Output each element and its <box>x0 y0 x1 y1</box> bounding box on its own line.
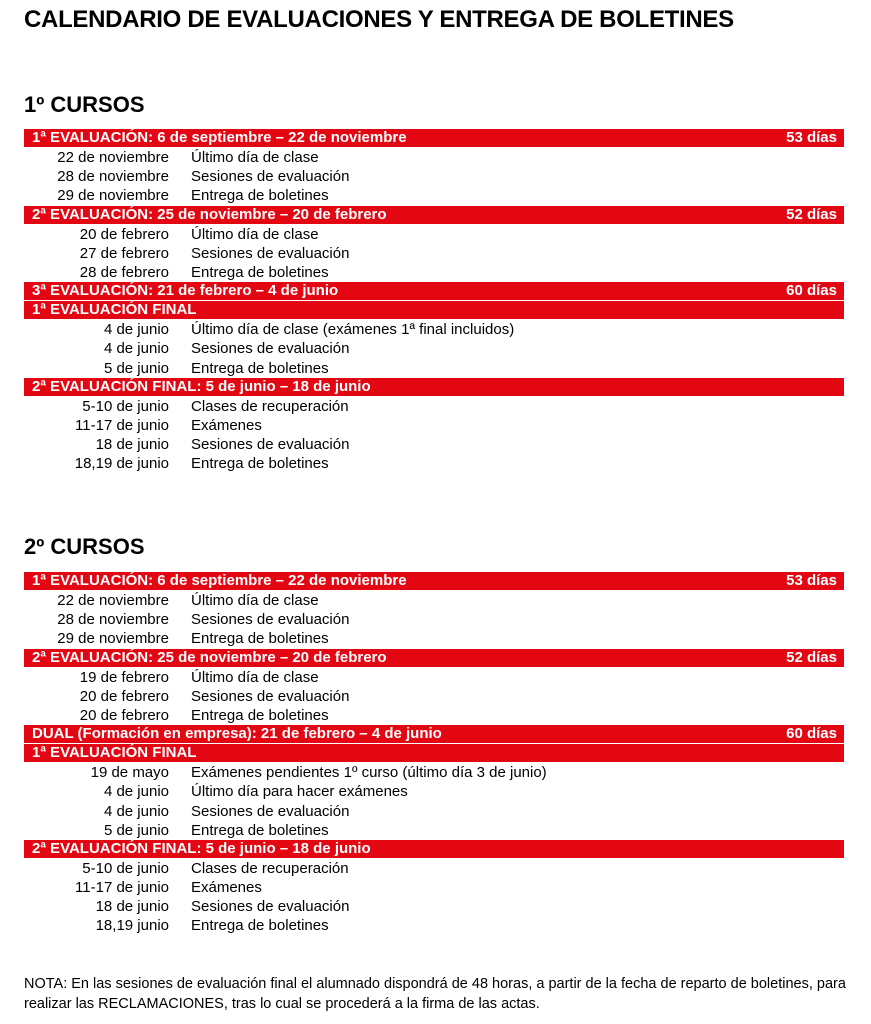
schedule-date: 29 de noviembre <box>57 187 169 205</box>
schedule-description: Sesiones de evaluación <box>191 687 350 705</box>
schedule-date: 5-10 de junio <box>82 397 169 415</box>
evaluation-days: 53 días <box>786 129 837 146</box>
evaluation-period: 2ª EVALUACIÓN FINAL: 5 de junio – 18 de junio <box>32 377 371 395</box>
evaluation-header <box>24 282 844 300</box>
evaluation-days: 52 días <box>786 648 837 666</box>
evaluation-period: DUAL (Formación en empresa): 21 de febrero – 4 de junio <box>32 725 442 743</box>
evaluation-header <box>24 725 844 743</box>
schedule-row <box>24 244 844 263</box>
schedule-row <box>24 225 844 244</box>
schedule-date: 22 de noviembre <box>57 149 169 166</box>
schedule-description: Último día de clase <box>191 225 319 243</box>
schedule-row <box>24 610 844 629</box>
schedule-row <box>24 687 844 706</box>
schedule-date: 18,19 de junio <box>74 455 169 473</box>
schedule-row <box>24 763 844 782</box>
schedule-date: 5-10 de junio <box>82 859 169 877</box>
schedule-row <box>24 802 844 821</box>
schedule-date: 4 de junio <box>103 802 169 820</box>
schedule-date: 18,19 junio <box>95 917 169 935</box>
schedule-row <box>24 339 844 358</box>
schedule-description: Entrega de boletines <box>191 359 329 377</box>
schedule-row <box>24 359 844 378</box>
schedule-description: Clases de recuperación <box>191 859 349 877</box>
schedule-date: 20 de febrero <box>79 706 169 724</box>
schedule-row <box>24 782 844 801</box>
evaluation-period: 2ª EVALUACIÓN FINAL: 5 de junio – 18 de junio <box>32 839 371 857</box>
schedule-date: 19 de mayo <box>90 764 169 782</box>
schedule-row <box>24 167 844 186</box>
page-title: CALENDARIO DE EVALUACIONES Y ENTREGA DE BOLETINES <box>24 6 734 33</box>
section-title-2-cursos: 2º CURSOS <box>24 534 145 559</box>
schedule-row <box>24 320 844 339</box>
evaluation-period: 1ª EVALUACIÓN FINAL <box>32 744 197 762</box>
evaluation-list-1-cursos <box>24 129 844 473</box>
schedule-description: Último día de clase (exámenes 1ª final incluidos) <box>191 321 515 339</box>
schedule-row <box>24 416 844 435</box>
schedule-row <box>24 916 844 935</box>
schedule-row <box>24 263 844 282</box>
evaluation-header <box>24 301 844 319</box>
evaluation-period: 2ª EVALUACIÓN: 25 de noviembre – 20 de febrero <box>32 205 387 223</box>
schedule-row <box>24 435 844 454</box>
schedule-date: 5 de junio <box>103 359 169 377</box>
schedule-description: Sesiones de evaluación <box>191 802 350 820</box>
schedule-date: 28 de febrero <box>79 263 169 281</box>
schedule-description: Entrega de boletines <box>191 263 329 281</box>
schedule-row <box>24 591 844 610</box>
evaluation-header <box>24 572 844 590</box>
evaluation-days: 60 días <box>786 282 837 300</box>
schedule-row <box>24 878 844 897</box>
schedule-description: Sesiones de evaluación <box>191 611 350 629</box>
evaluation-period: 1ª EVALUACIÓN: 6 de septiembre – 22 de noviembre <box>32 572 407 589</box>
schedule-row <box>24 397 844 416</box>
evaluation-period: 1ª EVALUACIÓN: 6 de septiembre – 22 de noviembre <box>32 129 407 146</box>
schedule-row <box>24 668 844 687</box>
schedule-date: 5 de junio <box>103 821 169 839</box>
evaluation-list-2-cursos <box>24 572 844 936</box>
schedule-row <box>24 186 844 205</box>
schedule-description: Exámenes <box>191 416 262 434</box>
evaluation-period: 1ª EVALUACIÓN FINAL <box>32 301 197 319</box>
evaluation-header <box>24 129 844 147</box>
schedule-date: 28 de noviembre <box>57 611 169 629</box>
schedule-date: 11-17 de junio <box>75 879 169 897</box>
schedule-date: 18 de junio <box>95 898 169 916</box>
schedule-date: 20 de febrero <box>79 687 169 705</box>
schedule-date: 22 de noviembre <box>57 592 169 609</box>
evaluation-header <box>24 206 844 224</box>
schedule-description: Último día de clase <box>191 149 319 166</box>
schedule-description: Entrega de boletines <box>191 917 329 935</box>
schedule-date: 18 de junio <box>95 436 169 454</box>
schedule-date: 4 de junio <box>103 783 169 801</box>
schedule-date: 20 de febrero <box>79 225 169 243</box>
evaluation-days: 53 días <box>786 572 837 589</box>
schedule-date: 4 de junio <box>103 340 169 358</box>
schedule-description: Entrega de boletines <box>191 706 329 724</box>
schedule-row <box>24 629 844 648</box>
schedule-description: Sesiones de evaluación <box>191 244 350 262</box>
schedule-description: Clases de recuperación <box>191 397 349 415</box>
schedule-date: 11-17 de junio <box>75 416 169 434</box>
evaluation-header <box>24 378 844 396</box>
evaluation-period: 3ª EVALUACIÓN: 21 de febrero – 4 de junio <box>32 282 339 300</box>
schedule-row <box>24 148 844 167</box>
schedule-date: 4 de junio <box>103 321 169 339</box>
schedule-row <box>24 821 844 840</box>
schedule-description: Exámenes pendientes 1º curso (último día 3 de junio) <box>191 764 547 782</box>
evaluation-header <box>24 744 844 762</box>
schedule-description: Sesiones de evaluación <box>191 898 350 916</box>
section-title-1-cursos: 1º CURSOS <box>24 92 145 117</box>
evaluation-header <box>24 840 844 858</box>
schedule-description: Último día de clase <box>191 668 319 686</box>
schedule-row <box>24 859 844 878</box>
schedule-description: Sesiones de evaluación <box>191 340 350 358</box>
schedule-description: Entrega de boletines <box>191 821 329 839</box>
schedule-description: Exámenes <box>191 879 262 897</box>
schedule-description: Entrega de boletines <box>191 455 329 473</box>
evaluation-header <box>24 649 844 667</box>
schedule-row <box>24 706 844 725</box>
schedule-date: 19 de febrero <box>79 668 169 686</box>
schedule-description: Último día de clase <box>191 592 319 609</box>
evaluation-days: 52 días <box>786 205 837 223</box>
schedule-description: Entrega de boletines <box>191 187 329 205</box>
schedule-description: Entrega de boletines <box>191 630 329 648</box>
evaluation-days: 60 días <box>786 725 837 743</box>
schedule-date: 27 de febrero <box>79 244 169 262</box>
schedule-description: Sesiones de evaluación <box>191 436 350 454</box>
footnote: NOTA: En las sesiones de evaluación final el alumnado dispondrá de 48 horas, a partir de la fecha de reparto de boletines, para realizar las RECLAMACIONES, tras lo cual se procederá a la firma de las actas. <box>24 976 846 1012</box>
schedule-description: Último día para hacer exámenes <box>191 783 408 801</box>
schedule-date: 29 de noviembre <box>57 630 169 648</box>
evaluation-period: 2ª EVALUACIÓN: 25 de noviembre – 20 de febrero <box>32 648 387 666</box>
schedule-row <box>24 897 844 916</box>
schedule-row <box>24 454 844 473</box>
schedule-description: Sesiones de evaluación <box>191 168 350 186</box>
schedule-date: 28 de noviembre <box>57 168 169 186</box>
